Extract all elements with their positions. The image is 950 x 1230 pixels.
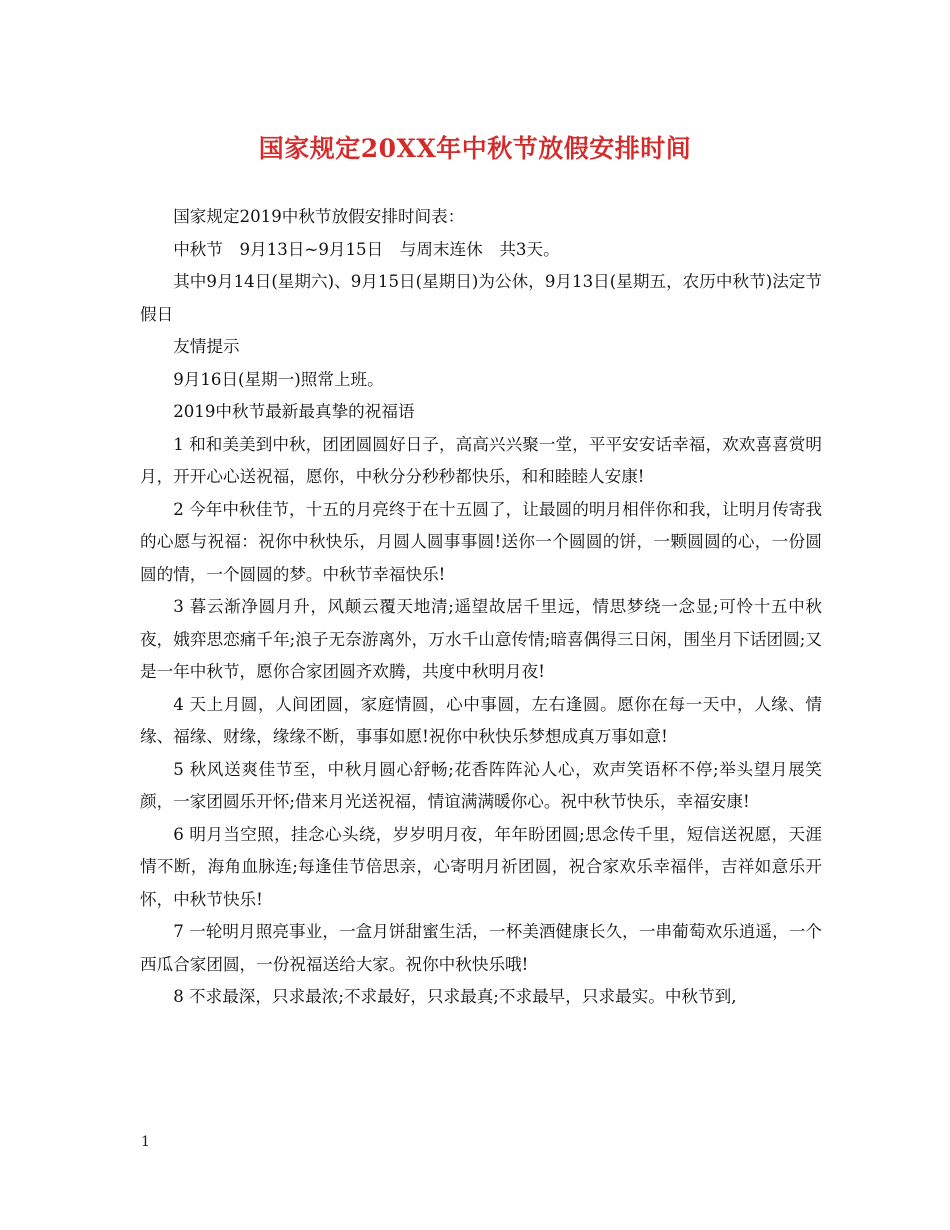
document-title: 国家规定20XX年中秋节放假安排时间 [258,134,692,163]
paragraph: 9月16日(星期一)照常上班。 [173,369,384,389]
paragraph: 2 今年中秋佳节，十五的月亮终于在十五圆了，让最圆的明月相伴你和我，让明月传寄我的心愿与祝福：祝你中秋快乐，月圆人圆事事圆!送你一个圆圆的饼，一颗圆圆的心，一份圆圆的情，一个圆圆的梦。中秋节幸福快乐! [140,499,822,584]
paragraph: 5 秋风送爽佳节至，中秋月圆心舒畅;花香阵阵沁人心，欢声笑语杯不停;举头望月展笑颜，一家团圆乐开怀;借来月光送祝福，情谊满满暖你心。祝中秋节快乐，幸福安康! [140,759,822,811]
paragraph: 7 一轮明月照亮事业，一盒月饼甜蜜生活，一杯美酒健康长久，一串葡萄欢乐逍遥，一个西瓜合家团圆，一份祝福送给大家。祝你中秋快乐哦! [140,922,822,974]
paragraph: 国家规定2019中秋节放假安排时间表： [173,207,465,226]
paragraph: 1 和和美美到中秋，团团圆圆好日子，高高兴兴聚一堂，平平安安话幸福，欢欢喜喜赏明月，开开心心送祝福，愿你，中秋分分秒秒都快乐，和和睦睦人安康! [140,434,822,486]
paragraph: 3 暮云渐净圆月升，风颠云覆天地清;遥望故居千里远，情思梦绕一念显;可怜十五中秋夜，娥弈思恋痛千年;浪子无奈游离外，万水千山意传情;暗喜偶得三日闲，围坐月下话团圆;又是一年中秋节，愿你合家团圆齐欢腾，共度中秋明月夜! [140,597,822,681]
paragraph: 中秋节 9月13日~9月15日 与周末连休 共3天。 [173,239,560,259]
paragraph: 4 天上月圆，人间团圆，家庭情圆，心中事圆，左右逢圆。愿你在每一天中，人缘、情缘、福缘、财缘，缘缘不断，事事如愿!祝你中秋快乐梦想成真万事如意! [140,694,822,746]
paragraph: 8 不求最深，只求最浓;不求最好，只求最真;不求最早，只求最实。中秋节到, [173,987,737,1006]
paragraph: 6 明月当空照，挂念心头绕，岁岁明月夜，年年盼团圆;思念传千里，短信送祝愿，天涯情不断，海角血脉连;每逢佳节倍思亲，心寄明月祈团圆，祝合家欢乐幸福伴，吉祥如意乐开怀，中秋节快乐! [140,824,822,909]
paragraph: 其中9月14日(星期六)、9月15日(星期日)为公休，9月13日(星期五，农历中秋节)法定节假日 [140,272,822,324]
paragraph: 友情提示 [173,337,240,356]
document-body [140,201,822,1014]
page-number: 1 [141,1134,150,1150]
paragraph: 2019中秋节最新最真挚的祝福语 [173,402,415,421]
